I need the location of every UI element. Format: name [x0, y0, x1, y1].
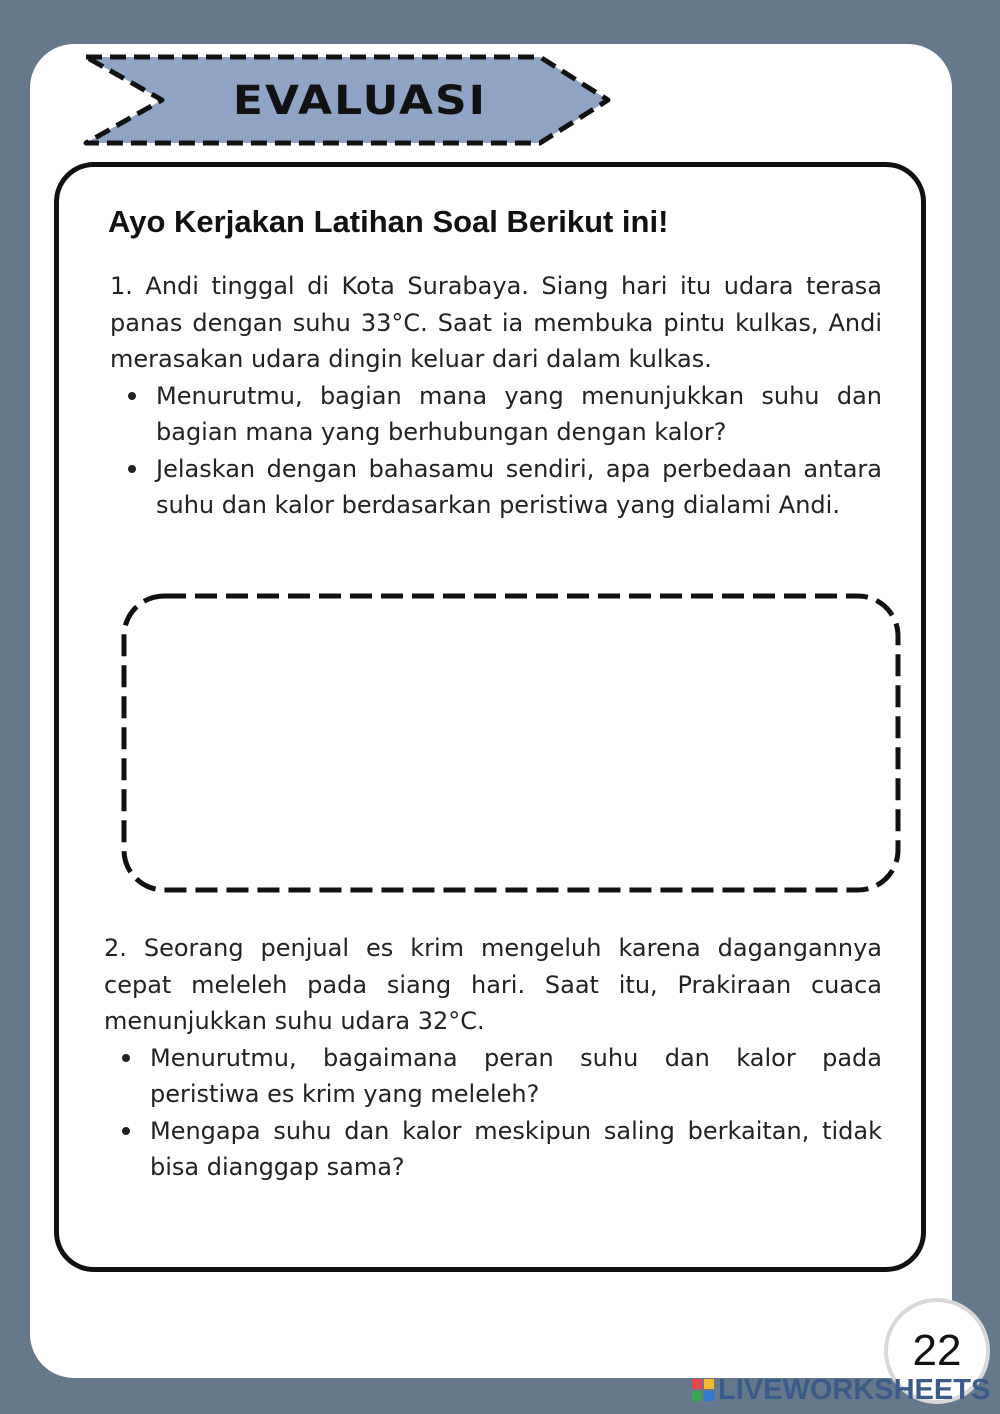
- answer-box-border: [120, 592, 902, 894]
- liveworksheets-watermark: [692, 1372, 990, 1408]
- question-2-bullets: [104, 1040, 882, 1186]
- question-1-text: 1. Andi tinggal di Kota Surabaya. Siang hari itu udara terasa panas dengan suhu 33°C. Saat ia membuka pintu kulkas, Andi merasakan udara dingin keluar dari dalam kulkas.: [110, 272, 882, 373]
- question-1: [110, 268, 882, 524]
- question-2: [104, 930, 882, 1186]
- answer-box[interactable]: [120, 592, 902, 894]
- section-banner: [80, 54, 615, 146]
- watermark-text: LIVEWORKSHEETS: [718, 1373, 991, 1406]
- banner-title: EVALUASI: [232, 77, 488, 124]
- question-2-bullet: Menurutmu, bagaimana peran suhu dan kalor pada peristiwa es krim yang meleleh?: [150, 1040, 882, 1113]
- question-1-bullet: Menurutmu, bagian mana yang menunjukkan suhu dan bagian mana yang berhubungan dengan kalor?: [156, 378, 882, 451]
- question-2-bullet: Mengapa suhu dan kalor meskipun saling berkaitan, tidak bisa dianggap sama?: [150, 1113, 882, 1186]
- page-heading: Ayo Kerjakan Latihan Soal Berikut ini!: [108, 204, 669, 239]
- liveworksheets-logo-icon: [692, 1379, 714, 1401]
- question-1-bullet: Jelaskan dengan bahasamu sendiri, apa perbedaan antara suhu dan kalor berdasarkan peristiwa yang dialami Andi.: [156, 451, 882, 524]
- question-1-bullets: [110, 378, 882, 524]
- question-2-text: 2. Seorang penjual es krim mengeluh karena dagangannya cepat meleleh pada siang hari. Saat itu, Prakiraan cuaca menunjukkan suhu udara 32°C.: [104, 934, 882, 1035]
- page-number: 22: [912, 1326, 962, 1375]
